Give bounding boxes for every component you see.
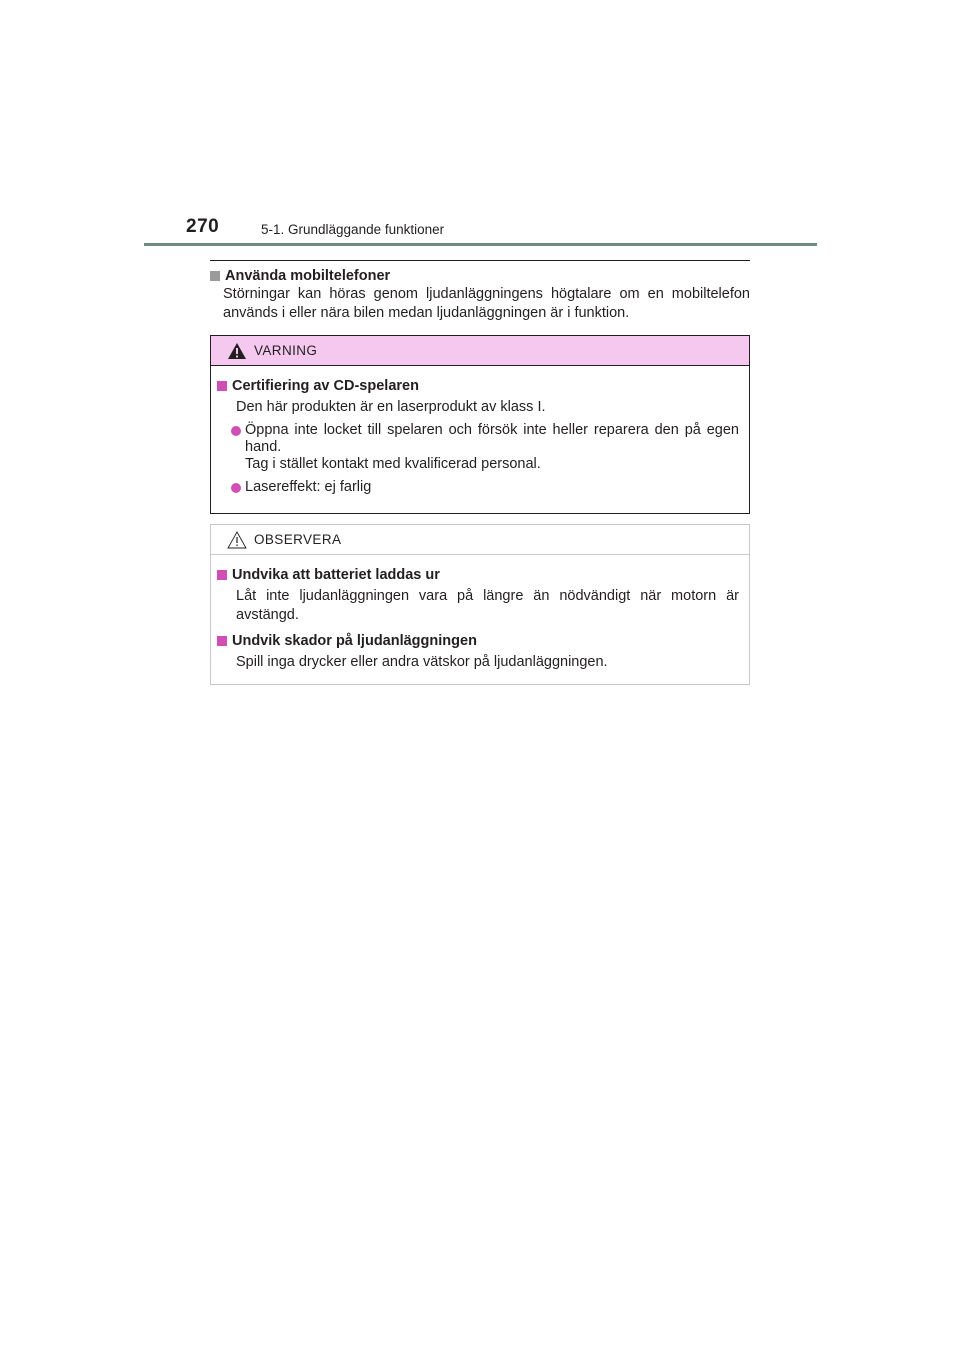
warning-triangle-icon <box>227 342 247 360</box>
square-bullet-icon <box>210 271 220 281</box>
warning-box <box>210 335 750 514</box>
square-bullet-icon <box>217 636 227 646</box>
notice-heading-text: Undvika att batteriet laddas ur <box>232 567 440 583</box>
intro-section <box>210 267 750 323</box>
notice-heading-text: Undvik skador på ljudanläggningen <box>232 633 477 649</box>
intro-heading-text: Använda mobiltelefoner <box>225 268 391 284</box>
round-bullet-icon <box>231 483 241 493</box>
section-title: 5-1. Grundläggande funktioner <box>261 222 445 237</box>
notice-label: OBSERVERA <box>254 532 342 547</box>
caution-triangle-icon <box>227 531 247 549</box>
warning-header <box>211 336 749 366</box>
warning-heading-text: Certifiering av CD-spelaren <box>232 378 419 394</box>
warning-label: VARNING <box>254 343 318 358</box>
list-item <box>231 479 743 496</box>
list-item <box>231 422 743 473</box>
intro-heading <box>210 267 750 285</box>
page-number: 270 <box>186 216 220 237</box>
bullet-line: Lasereffekt: ej farlig <box>245 479 372 495</box>
notice-heading <box>217 632 743 650</box>
notice-box <box>210 524 750 685</box>
notice-heading <box>217 566 743 584</box>
square-bullet-icon <box>217 381 227 391</box>
warning-text: Den här produkten är en laserprodukt av klass I. <box>236 399 546 415</box>
warning-heading <box>217 377 743 395</box>
notice-content <box>211 555 749 672</box>
bullet-line: Öppna inte locket till spelaren och försök inte heller reparera den på egen hand. <box>245 422 739 455</box>
bullet-line: Tag i stället kontakt med kvalificerad personal. <box>245 456 541 472</box>
notice-text: Låt inte ljudanläggningen vara på längre än nödvändigt när motorn är avstängd. <box>236 588 739 623</box>
round-bullet-icon <box>231 426 241 436</box>
warning-content <box>211 366 749 496</box>
intro-text: Störningar kan höras genom ljudanläggningens högtalare om en mobiltelefon används i eller nära bilen medan ljudanläggningen är i funktion. <box>223 286 750 321</box>
square-bullet-icon <box>217 570 227 580</box>
notice-header <box>211 525 749 555</box>
header-rule <box>144 243 817 246</box>
section-divider <box>210 260 750 261</box>
notice-text: Spill inga drycker eller andra vätskor på ljudanläggningen. <box>236 654 608 670</box>
